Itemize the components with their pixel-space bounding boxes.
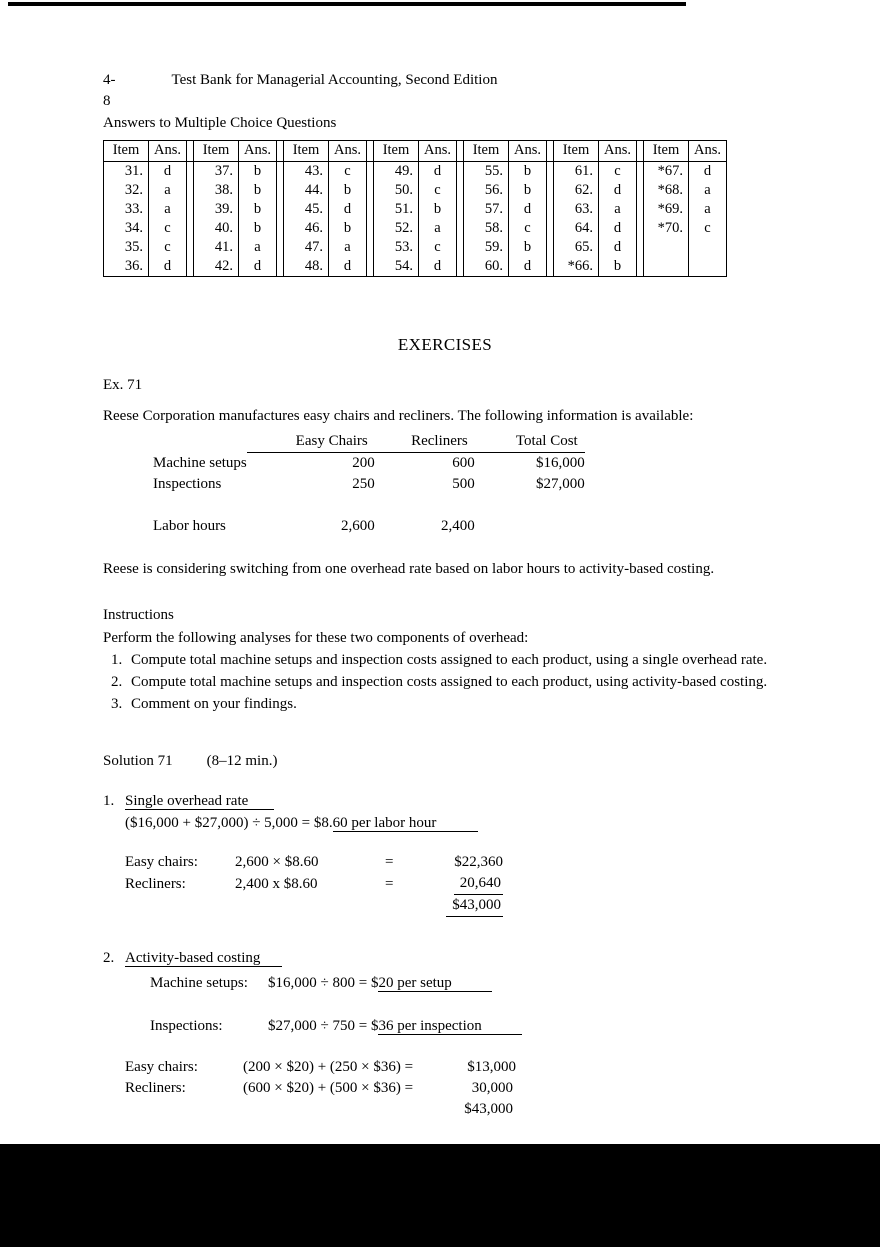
group-divider <box>457 141 464 162</box>
item-cell <box>644 257 689 276</box>
item-cell: 49. <box>374 162 419 182</box>
value-easy-chairs: 2,600 <box>340 518 375 534</box>
group-divider <box>187 200 194 219</box>
col-header-item: Item <box>554 141 599 162</box>
table-row <box>104 181 726 200</box>
item-cell: 38. <box>194 181 239 200</box>
row-expression-empty <box>243 1099 436 1120</box>
col-header-total-cost <box>475 431 585 453</box>
item-cell: *70. <box>644 219 689 238</box>
list-item: 1. Compute total machine setups and inspection costs assigned to each product, using a single overhead rate. <box>126 649 787 671</box>
table-row <box>104 238 726 257</box>
item-cell: 50. <box>374 181 419 200</box>
value-recliners: 600 <box>452 455 475 471</box>
col-header-ans: Ans. <box>149 141 187 162</box>
table-row <box>104 162 726 182</box>
ans-cell: a <box>434 220 441 236</box>
solution-heading <box>103 753 787 770</box>
solution-part-2 <box>103 947 787 1120</box>
list-item: 2. Compute total machine setups and inspection costs assigned to each product, using activity-based costing. <box>126 671 787 693</box>
ans-cell: c <box>704 220 711 236</box>
single-rate-calc-table <box>125 852 503 917</box>
given-corner-cell <box>103 431 247 453</box>
col-header-recliners <box>375 431 475 453</box>
ans-cell: c <box>434 182 441 198</box>
table-row <box>103 474 585 495</box>
group-divider <box>277 162 284 182</box>
col-header-ans: Ans. <box>239 141 277 162</box>
col-header-ans: Ans. <box>689 141 727 162</box>
col-header-item: Item <box>644 141 689 162</box>
row-label: Inspections <box>153 476 222 492</box>
total-value-text: $43,000 <box>446 895 503 917</box>
group-divider <box>367 181 374 200</box>
row-label: Easy chairs: <box>125 854 198 870</box>
group-divider <box>277 257 284 276</box>
group-divider <box>187 257 194 276</box>
group-divider <box>637 257 644 276</box>
table-row <box>125 1078 516 1099</box>
group-divider <box>277 219 284 238</box>
item-cell: 40. <box>194 219 239 238</box>
row-value <box>436 1078 516 1099</box>
ans-cell: b <box>253 220 262 236</box>
item-cell: 54. <box>374 257 419 276</box>
item-cell: 57. <box>464 200 509 219</box>
col-header-total-cost-label: Total Cost <box>515 433 578 449</box>
ans-cell: d <box>343 201 352 217</box>
item-cell: 31. <box>104 162 149 182</box>
item-cell: 41. <box>194 238 239 257</box>
col-header-ans: Ans. <box>329 141 367 162</box>
col-header-ans: Ans. <box>509 141 547 162</box>
table-row <box>103 453 585 475</box>
row-value-text: 20,640 <box>454 873 503 895</box>
ans-cell: b <box>523 182 532 198</box>
item-cell: 59. <box>464 238 509 257</box>
ans-cell: d <box>703 163 712 179</box>
solution-title: Solution 71 <box>103 753 173 769</box>
group-divider <box>187 181 194 200</box>
ans-cell: a <box>254 239 261 255</box>
item-cell: 58. <box>464 219 509 238</box>
solution-part-1-title-line <box>125 790 787 812</box>
ans-cell: d <box>613 220 622 236</box>
single-rate-formula-result: 60 per labor hour <box>333 815 479 832</box>
spacer-cell <box>103 495 585 516</box>
total-value <box>415 895 503 917</box>
group-divider <box>547 141 554 162</box>
ans-cell: a <box>704 201 711 217</box>
group-divider <box>547 162 554 182</box>
table-row <box>104 257 726 276</box>
solution-timing: (8–12 min.) <box>206 753 278 769</box>
value-easy-chairs: 250 <box>352 476 375 492</box>
item-cell: 55. <box>464 162 509 182</box>
ans-cell: a <box>164 182 171 198</box>
group-divider <box>187 238 194 257</box>
ans-cell: d <box>343 258 352 274</box>
folio-number: 4- <box>103 72 116 88</box>
row-expression: (600 × $20) + (500 × $36) = <box>243 1080 414 1096</box>
exercises-title: EXERCISES <box>397 335 493 354</box>
given-data-table <box>103 431 585 537</box>
ans-cell: c <box>164 239 171 255</box>
group-divider <box>457 219 464 238</box>
group-divider <box>637 181 644 200</box>
table-row <box>125 873 503 895</box>
col-header-easy-chairs <box>247 431 375 453</box>
group-divider <box>547 257 554 276</box>
total-value-text: $43,000 <box>464 1101 513 1117</box>
table-row <box>104 200 726 219</box>
ans-cell: b <box>253 163 262 179</box>
item-cell: 32. <box>104 181 149 200</box>
page-content <box>103 70 787 1120</box>
group-divider <box>367 162 374 182</box>
solution-part-1-title: Single overhead rate <box>125 793 274 810</box>
group-divider <box>367 219 374 238</box>
col-header-item: Item <box>374 141 419 162</box>
exercise-intro: Reese Corporation manufactures easy chairs and recliners. The following information is available: <box>103 408 694 424</box>
solution-part-1 <box>103 790 787 917</box>
row-label: Recliners: <box>125 1080 186 1096</box>
value-easy-chairs: 200 <box>352 455 375 471</box>
machine-setup-rate: 20 per setup <box>378 975 491 992</box>
ans-cell: b <box>433 201 442 217</box>
group-divider <box>637 238 644 257</box>
group-divider <box>457 238 464 257</box>
page-bottom-band <box>0 1144 880 1247</box>
solution-part-2-title-line <box>125 947 787 969</box>
group-divider <box>187 219 194 238</box>
value-total-cost: $16,000 <box>535 455 585 471</box>
instructions-lead: Perform the following analyses for these two components of overhead: <box>103 630 529 646</box>
group-divider <box>457 200 464 219</box>
row-expression: (200 × $20) + (250 × $36) = <box>243 1059 414 1075</box>
value-total-cost: $27,000 <box>535 476 585 492</box>
ans-cell: b <box>523 163 532 179</box>
table-row <box>104 219 726 238</box>
ans-cell: d <box>163 258 172 274</box>
col-header-item: Item <box>104 141 149 162</box>
row-equals: = <box>385 854 394 870</box>
item-cell: 46. <box>284 219 329 238</box>
item-cell: 33. <box>104 200 149 219</box>
machine-setup-rate-line <box>125 973 787 994</box>
instructions-list <box>103 649 787 715</box>
ans-cell: c <box>524 220 531 236</box>
ans-cell: a <box>344 239 351 255</box>
item-cell: 52. <box>374 219 419 238</box>
list-item: 3. Comment on your findings. <box>126 693 787 715</box>
machine-setup-label: Machine setups: <box>150 975 248 991</box>
table-row <box>125 852 503 873</box>
group-divider <box>367 257 374 276</box>
item-cell: 60. <box>464 257 509 276</box>
item-cell: *66. <box>554 257 599 276</box>
col-header-item: Item <box>284 141 329 162</box>
given-header-row <box>103 431 585 453</box>
abc-calc-table <box>125 1057 516 1120</box>
ans-cell: a <box>164 201 171 217</box>
inspection-rate: 36 per inspection <box>378 1018 521 1035</box>
inspection-prefix: $27,000 ÷ 750 = $ <box>268 1018 379 1034</box>
row-value <box>415 873 503 895</box>
group-divider <box>547 181 554 200</box>
row-equals-empty <box>385 895 415 917</box>
item-cell: 48. <box>284 257 329 276</box>
item-cell <box>644 238 689 257</box>
row-value-text: $22,360 <box>454 854 503 870</box>
switching-paragraph: Reese is considering switching from one overhead rate based on labor hours to activity-based costing. <box>103 561 715 577</box>
group-divider <box>637 141 644 162</box>
item-cell: 64. <box>554 219 599 238</box>
row-value-text: $13,000 <box>467 1059 516 1075</box>
item-cell: 53. <box>374 238 419 257</box>
col-header-easy-chairs-label: Easy Chairs <box>295 433 368 449</box>
row-label-empty <box>125 895 235 917</box>
ans-cell: d <box>613 182 622 198</box>
item-cell: 42. <box>194 257 239 276</box>
total-value <box>436 1099 516 1120</box>
item-cell: 35. <box>104 238 149 257</box>
item-cell: 65. <box>554 238 599 257</box>
value-recliners: 500 <box>452 476 475 492</box>
item-cell: 36. <box>104 257 149 276</box>
table-row <box>125 1099 516 1120</box>
solution-part-2-number: 2. <box>103 950 115 966</box>
group-divider <box>547 219 554 238</box>
table-row <box>125 1057 516 1078</box>
group-divider <box>457 257 464 276</box>
row-expression: 2,600 × $8.60 <box>235 854 319 870</box>
folio-number-continued: 8 <box>103 93 111 109</box>
row-label-empty <box>125 1099 243 1120</box>
group-divider <box>277 238 284 257</box>
answers-table <box>104 141 726 276</box>
ans-cell: d <box>163 163 172 179</box>
section-label: Answers to Multiple Choice Questions <box>103 115 337 131</box>
col-header-ans: Ans. <box>599 141 637 162</box>
row-equals: = <box>385 876 394 892</box>
row-expression-empty <box>235 895 385 917</box>
group-divider <box>637 200 644 219</box>
item-cell: 47. <box>284 238 329 257</box>
ans-cell: d <box>253 258 262 274</box>
item-cell: 43. <box>284 162 329 182</box>
item-cell: 44. <box>284 181 329 200</box>
ans-cell: b <box>253 182 262 198</box>
inspection-rate-line <box>125 1016 787 1037</box>
item-cell: 37. <box>194 162 239 182</box>
row-label: Labor hours <box>153 518 226 534</box>
item-cell: 56. <box>464 181 509 200</box>
single-rate-formula-prefix: ($16,000 + $27,000) ÷ 5,000 = $8. <box>125 815 333 831</box>
ans-cell: a <box>614 201 621 217</box>
table-row <box>125 895 503 917</box>
group-divider <box>187 141 194 162</box>
group-divider <box>457 181 464 200</box>
item-cell: 39. <box>194 200 239 219</box>
ans-cell: b <box>613 258 622 274</box>
ans-cell: d <box>433 258 442 274</box>
group-divider <box>547 238 554 257</box>
item-cell: *69. <box>644 200 689 219</box>
ans-cell: d <box>613 239 622 255</box>
value-recliners: 2,400 <box>440 518 475 534</box>
solution-part-2-body <box>103 947 787 1120</box>
row-expression: 2,400 x $8.60 <box>235 876 318 892</box>
inspection-label: Inspections: <box>150 1018 223 1034</box>
item-cell: 34. <box>104 219 149 238</box>
running-head-title: Test Bank for Managerial Accounting, Second Edition <box>171 72 498 88</box>
ans-cell: b <box>523 239 532 255</box>
row-value <box>415 852 503 873</box>
ans-cell: b <box>343 182 352 198</box>
group-divider <box>277 200 284 219</box>
item-cell: *67. <box>644 162 689 182</box>
ans-cell: b <box>343 220 352 236</box>
group-divider <box>367 200 374 219</box>
ans-cell: d <box>433 163 442 179</box>
col-header-recliners-label: Recliners <box>411 433 468 449</box>
exercise-number: Ex. 71 <box>103 377 143 393</box>
item-cell: 51. <box>374 200 419 219</box>
group-divider <box>277 181 284 200</box>
group-divider <box>637 162 644 182</box>
group-divider <box>457 162 464 182</box>
row-label: Recliners: <box>125 876 186 892</box>
ans-cell: c <box>434 239 441 255</box>
item-cell: 61. <box>554 162 599 182</box>
ans-cell <box>689 238 727 257</box>
table-spacer-row <box>103 495 585 516</box>
group-divider <box>277 141 284 162</box>
item-cell: 63. <box>554 200 599 219</box>
group-divider <box>367 141 374 162</box>
group-divider <box>547 200 554 219</box>
item-cell: 62. <box>554 181 599 200</box>
running-head <box>103 70 787 91</box>
ans-cell: c <box>164 220 171 236</box>
group-divider <box>637 219 644 238</box>
ans-cell: c <box>614 163 621 179</box>
ans-cell: c <box>344 163 351 179</box>
col-header-item: Item <box>464 141 509 162</box>
ans-cell: b <box>253 201 262 217</box>
row-label: Easy chairs: <box>125 1059 198 1075</box>
answers-table-container <box>103 140 727 277</box>
col-header-ans: Ans. <box>419 141 457 162</box>
solution-part-1-number: 1. <box>103 793 115 809</box>
ans-cell <box>689 257 727 276</box>
group-divider <box>187 162 194 182</box>
row-value-text: 30,000 <box>471 1080 513 1096</box>
instructions-heading: Instructions <box>103 607 174 623</box>
solution-part-1-body <box>103 790 787 917</box>
row-value <box>436 1057 516 1078</box>
ans-cell: d <box>523 201 532 217</box>
value-total-cost <box>475 516 585 537</box>
row-label: Machine setups <box>153 454 247 471</box>
item-cell: *68. <box>644 181 689 200</box>
answers-table-header-row <box>104 141 726 162</box>
ans-cell: a <box>704 182 711 198</box>
single-rate-formula <box>125 812 787 834</box>
group-divider <box>367 238 374 257</box>
table-row <box>103 516 585 537</box>
col-header-item: Item <box>194 141 239 162</box>
ans-cell: d <box>523 258 532 274</box>
solution-part-2-title: Activity-based costing <box>125 950 282 967</box>
machine-setup-prefix: $16,000 ÷ 800 = $ <box>268 975 379 991</box>
item-cell: 45. <box>284 200 329 219</box>
